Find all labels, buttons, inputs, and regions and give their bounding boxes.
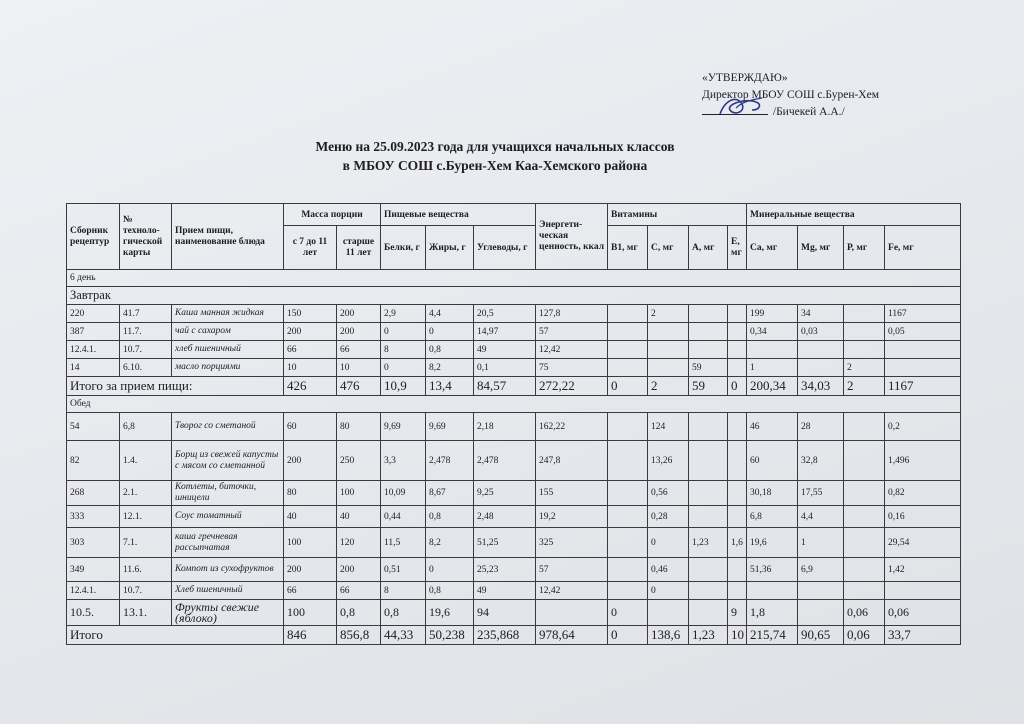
fruit-cell: 13.1. [120, 600, 172, 626]
header-a: А, мг [689, 226, 728, 270]
breakfast-cell [728, 323, 747, 341]
breakfast-cell: Каша манная жидкая [172, 305, 284, 323]
lunch-cell: 162,22 [536, 413, 608, 441]
lunch-cell: 0 [426, 558, 474, 582]
fruit-cell: 94 [474, 600, 536, 626]
breakfast-cell: 6.10. [120, 359, 172, 377]
lunch-rows [67, 413, 961, 600]
lunch-cell: 40 [337, 506, 381, 528]
breakfast-cell [689, 323, 728, 341]
lunch-cell [844, 506, 885, 528]
breakfast-cell [608, 359, 648, 377]
lunch-cell: 1 [798, 528, 844, 558]
breakfast-cell: 12.4.1. [67, 341, 120, 359]
header-c: С, мг [648, 226, 689, 270]
lunch-cell [844, 558, 885, 582]
lunch-cell: 6,9 [798, 558, 844, 582]
breakfast-cell: чай с сахаром [172, 323, 284, 341]
lunch-cell [728, 441, 747, 481]
breakfast-total-value: 0 [728, 377, 747, 396]
lunch-total-label: Итого [67, 626, 284, 645]
lunch-label: Обед [67, 396, 961, 413]
lunch-cell: 0,46 [648, 558, 689, 582]
breakfast-cell: 10 [284, 359, 337, 377]
table-row [67, 506, 961, 528]
lunch-cell: 25,23 [474, 558, 536, 582]
lunch-cell: 66 [337, 582, 381, 600]
lunch-cell: 7.1. [120, 528, 172, 558]
breakfast-cell: 34 [798, 305, 844, 323]
breakfast-cell: 150 [284, 305, 337, 323]
lunch-cell [728, 413, 747, 441]
lunch-cell: 54 [67, 413, 120, 441]
table-row [67, 341, 961, 359]
breakfast-cell: 57 [536, 323, 608, 341]
lunch-cell [844, 582, 885, 600]
breakfast-cell: 2 [648, 305, 689, 323]
approval-signature-line [702, 104, 845, 121]
lunch-total-value: 0,06 [844, 626, 885, 645]
lunch-cell: 2.1. [120, 481, 172, 506]
breakfast-cell [648, 359, 689, 377]
breakfast-total-value: 59 [689, 377, 728, 396]
lunch-cell [608, 528, 648, 558]
fruit-cell: 100 [284, 600, 337, 626]
breakfast-cell [728, 359, 747, 377]
lunch-cell: 2,48 [474, 506, 536, 528]
lunch-cell [689, 506, 728, 528]
lunch-cell [728, 481, 747, 506]
lunch-cell: 325 [536, 528, 608, 558]
lunch-cell: 6,8 [120, 413, 172, 441]
lunch-total-value: 0 [608, 626, 648, 645]
fruit-cell: 1,8 [747, 600, 798, 626]
header-fat: Жиры, г [426, 226, 474, 270]
lunch-cell: 51,36 [747, 558, 798, 582]
lunch-cell: 0,51 [381, 558, 426, 582]
lunch-cell: каша гречневая рассыпчатая [172, 528, 284, 558]
header-row-1 [67, 204, 961, 226]
lunch-cell [689, 413, 728, 441]
table-row [67, 359, 961, 377]
fruit-cell [536, 600, 608, 626]
breakfast-cell: 11.7. [120, 323, 172, 341]
fruit-cell: 19,6 [426, 600, 474, 626]
breakfast-cell: 0 [381, 323, 426, 341]
approval-name: /Бичекей А.А./ [772, 106, 845, 118]
table-row [67, 582, 961, 600]
lunch-cell [728, 582, 747, 600]
lunch-cell [608, 481, 648, 506]
breakfast-total-value: 272,22 [536, 377, 608, 396]
lunch-cell: 12.1. [120, 506, 172, 528]
header-mass: Масса порции [284, 204, 381, 226]
lunch-cell: Хлеб пшеничный [172, 582, 284, 600]
lunch-total-value: 33,7 [885, 626, 961, 645]
fruit-cell [689, 600, 728, 626]
breakfast-total-value: 13,4 [426, 377, 474, 396]
lunch-cell [689, 481, 728, 506]
lunch-cell: 0,82 [885, 481, 961, 506]
lunch-cell [844, 441, 885, 481]
lunch-cell [885, 582, 961, 600]
lunch-cell: 0 [648, 582, 689, 600]
header-carbs: Углеводы, г [474, 226, 536, 270]
lunch-cell: 247,8 [536, 441, 608, 481]
breakfast-section-row [67, 287, 961, 305]
lunch-cell: Борщ из свежей капусты с мясом со сметанной [172, 441, 284, 481]
breakfast-cell: 0,05 [885, 323, 961, 341]
breakfast-cell: 1167 [885, 305, 961, 323]
breakfast-total-value: 2 [648, 377, 689, 396]
breakfast-cell: 66 [284, 341, 337, 359]
breakfast-cell [728, 305, 747, 323]
lunch-cell [689, 582, 728, 600]
lunch-cell: 30,18 [747, 481, 798, 506]
lunch-total-value: 846 [284, 626, 337, 645]
lunch-cell: 82 [67, 441, 120, 481]
lunch-cell: 12.4.1. [67, 582, 120, 600]
fruit-cell: Фрукты свежие (яблоко) [172, 600, 284, 626]
lunch-cell: 6,8 [747, 506, 798, 528]
lunch-cell: 3,3 [381, 441, 426, 481]
lunch-cell: 1,496 [885, 441, 961, 481]
approval-position: Директор МБОУ СОШ с.Бурен-Хем [702, 89, 879, 101]
breakfast-total-value: 0 [608, 377, 648, 396]
table-row [67, 441, 961, 481]
approval-block [702, 70, 879, 121]
table-row [67, 305, 961, 323]
breakfast-cell [844, 341, 885, 359]
breakfast-cell: 0 [381, 359, 426, 377]
fruit-cell [798, 600, 844, 626]
breakfast-cell: масло порциями [172, 359, 284, 377]
lunch-cell: 0 [648, 528, 689, 558]
lunch-cell: 49 [474, 582, 536, 600]
lunch-cell: 9,69 [426, 413, 474, 441]
breakfast-cell: 0 [426, 323, 474, 341]
lunch-cell: 11.6. [120, 558, 172, 582]
lunch-cell: 0,8 [426, 506, 474, 528]
breakfast-cell [689, 341, 728, 359]
header-p: Р, мг [844, 226, 885, 270]
header-fe: Fe, мг [885, 226, 961, 270]
lunch-cell: 60 [284, 413, 337, 441]
fruit-row [67, 600, 961, 626]
breakfast-cell [747, 341, 798, 359]
breakfast-cell: 127,8 [536, 305, 608, 323]
breakfast-cell: 2 [844, 359, 885, 377]
lunch-total-value: 10 [728, 626, 747, 645]
lunch-cell: 200 [284, 558, 337, 582]
lunch-cell: 8,2 [426, 528, 474, 558]
breakfast-cell: 200 [337, 305, 381, 323]
lunch-cell: 11,5 [381, 528, 426, 558]
lunch-cell [608, 582, 648, 600]
lunch-cell: 0,28 [648, 506, 689, 528]
fruit-cell: 0 [608, 600, 648, 626]
lunch-total-value: 90,65 [798, 626, 844, 645]
lunch-total-value: 215,74 [747, 626, 798, 645]
breakfast-total-value: 34,03 [798, 377, 844, 396]
breakfast-cell: 14 [67, 359, 120, 377]
breakfast-cell: 387 [67, 323, 120, 341]
breakfast-cell: 66 [337, 341, 381, 359]
header-techcard: № техноло-гической карты [120, 204, 172, 270]
lunch-cell [728, 506, 747, 528]
lunch-cell: Соус томатный [172, 506, 284, 528]
breakfast-cell: 220 [67, 305, 120, 323]
header-minerals: Минеральные вещества [747, 204, 961, 226]
lunch-cell: 0,56 [648, 481, 689, 506]
breakfast-total-value: 10,9 [381, 377, 426, 396]
breakfast-cell [648, 323, 689, 341]
header-b1: B1, мг [608, 226, 648, 270]
breakfast-cell: 10 [337, 359, 381, 377]
lunch-cell [844, 528, 885, 558]
lunch-cell: 1,6 [728, 528, 747, 558]
lunch-cell: 2,18 [474, 413, 536, 441]
lunch-section-row [67, 396, 961, 413]
lunch-cell: 0,2 [885, 413, 961, 441]
lunch-total-value: 44,33 [381, 626, 426, 645]
lunch-cell: 57 [536, 558, 608, 582]
menu-table [66, 203, 961, 645]
breakfast-cell [728, 341, 747, 359]
breakfast-cell [689, 305, 728, 323]
lunch-cell: 10.7. [120, 582, 172, 600]
lunch-cell [608, 413, 648, 441]
lunch-cell: Компот из сухофруктов [172, 558, 284, 582]
fruit-cell: 0,06 [885, 600, 961, 626]
header-mass-7-11: с 7 до 11 лет [284, 226, 337, 270]
breakfast-cell: 200 [284, 323, 337, 341]
breakfast-cell: хлеб пшеничный [172, 341, 284, 359]
lunch-cell: 200 [284, 441, 337, 481]
lunch-cell: 8 [381, 582, 426, 600]
day-label: 6 день [67, 270, 961, 287]
signature-icon [716, 94, 766, 120]
breakfast-total-value: 84,57 [474, 377, 536, 396]
header-meal: Прием пищи, наименование блюда [172, 204, 284, 270]
breakfast-cell: 8,2 [426, 359, 474, 377]
breakfast-cell: 49 [474, 341, 536, 359]
lunch-cell: 155 [536, 481, 608, 506]
lunch-cell: 2,478 [474, 441, 536, 481]
lunch-cell: 29,54 [885, 528, 961, 558]
lunch-cell [608, 506, 648, 528]
lunch-total-row [67, 626, 961, 645]
breakfast-cell: 8 [381, 341, 426, 359]
lunch-cell: 40 [284, 506, 337, 528]
lunch-cell: 9,69 [381, 413, 426, 441]
lunch-cell: 10,09 [381, 481, 426, 506]
fruit-cell [648, 600, 689, 626]
breakfast-cell [798, 341, 844, 359]
breakfast-cell [844, 323, 885, 341]
lunch-cell: 66 [284, 582, 337, 600]
lunch-cell: 1.4. [120, 441, 172, 481]
lunch-cell: 0,44 [381, 506, 426, 528]
lunch-cell [798, 582, 844, 600]
lunch-cell: 100 [284, 528, 337, 558]
fruit-cell: 0,8 [337, 600, 381, 626]
breakfast-total-value: 2 [844, 377, 885, 396]
breakfast-rows [67, 305, 961, 377]
lunch-cell [608, 558, 648, 582]
lunch-cell: 303 [67, 528, 120, 558]
lunch-cell: 9,25 [474, 481, 536, 506]
breakfast-total-value: 426 [284, 377, 337, 396]
breakfast-cell: 4,4 [426, 305, 474, 323]
lunch-cell [844, 413, 885, 441]
header-vitamins: Витамины [608, 204, 747, 226]
lunch-cell: 80 [284, 481, 337, 506]
header-ca: Са, мг [747, 226, 798, 270]
lunch-cell: 200 [337, 558, 381, 582]
lunch-total-value: 235,868 [474, 626, 536, 645]
lunch-cell: 28 [798, 413, 844, 441]
breakfast-cell [885, 341, 961, 359]
lunch-cell: 46 [747, 413, 798, 441]
fruit-cell: 9 [728, 600, 747, 626]
breakfast-cell: 0,34 [747, 323, 798, 341]
header-book: Сборник рецептур [67, 204, 120, 270]
lunch-cell: 333 [67, 506, 120, 528]
breakfast-total-value: 1167 [885, 377, 961, 396]
lunch-total-value: 50,238 [426, 626, 474, 645]
breakfast-cell: 10.7. [120, 341, 172, 359]
lunch-total-value: 978,64 [536, 626, 608, 645]
day-row [67, 270, 961, 287]
menu-title [260, 137, 730, 175]
lunch-cell: Котлеты, биточки, шницели [172, 481, 284, 506]
header-e: Е, мг [728, 226, 747, 270]
lunch-cell: 12,42 [536, 582, 608, 600]
lunch-cell: 4,4 [798, 506, 844, 528]
lunch-cell: 8,67 [426, 481, 474, 506]
header-protein: Белки, г [381, 226, 426, 270]
lunch-cell: 349 [67, 558, 120, 582]
table-row [67, 413, 961, 441]
header-energy: Энергети-ческая ценность, ккал [536, 204, 608, 270]
fruit-cell: 10.5. [67, 600, 120, 626]
breakfast-cell: 75 [536, 359, 608, 377]
title-line-1: Меню на 25.09.2023 года для учащихся начальных классов [315, 139, 675, 154]
lunch-cell: Творог со сметаной [172, 413, 284, 441]
lunch-cell: 100 [337, 481, 381, 506]
lunch-cell: 17,55 [798, 481, 844, 506]
breakfast-cell: 1 [747, 359, 798, 377]
lunch-cell [747, 582, 798, 600]
breakfast-cell: 0,8 [426, 341, 474, 359]
breakfast-total-row [67, 377, 961, 396]
breakfast-cell: 0,1 [474, 359, 536, 377]
breakfast-cell [608, 305, 648, 323]
lunch-cell: 80 [337, 413, 381, 441]
breakfast-cell: 199 [747, 305, 798, 323]
breakfast-total-label: Итого за прием пищи: [67, 377, 284, 396]
breakfast-cell [608, 341, 648, 359]
breakfast-cell: 59 [689, 359, 728, 377]
lunch-cell [689, 441, 728, 481]
lunch-cell [728, 558, 747, 582]
breakfast-total-value: 476 [337, 377, 381, 396]
header-mass-11plus: старше 11 лет [337, 226, 381, 270]
lunch-cell: 268 [67, 481, 120, 506]
title-line-2: в МБОУ СОШ с.Бурен-Хем Каа-Хемского района [342, 158, 648, 173]
breakfast-total-value: 200,34 [747, 377, 798, 396]
header-mg: Mg, мг [798, 226, 844, 270]
lunch-cell: 0,8 [426, 582, 474, 600]
lunch-cell: 0,16 [885, 506, 961, 528]
breakfast-label: Завтрак [67, 287, 961, 305]
lunch-cell: 51,25 [474, 528, 536, 558]
breakfast-cell [608, 323, 648, 341]
lunch-total-value: 1,23 [689, 626, 728, 645]
breakfast-cell [885, 359, 961, 377]
lunch-cell: 250 [337, 441, 381, 481]
lunch-cell: 13,26 [648, 441, 689, 481]
lunch-cell: 19,6 [747, 528, 798, 558]
fruit-cell: 0,8 [381, 600, 426, 626]
lunch-cell: 1,23 [689, 528, 728, 558]
lunch-cell: 120 [337, 528, 381, 558]
lunch-cell: 19,2 [536, 506, 608, 528]
breakfast-cell [844, 305, 885, 323]
lunch-total-value: 138,6 [648, 626, 689, 645]
lunch-cell: 1,42 [885, 558, 961, 582]
table-row [67, 528, 961, 558]
fruit-cell: 0,06 [844, 600, 885, 626]
breakfast-cell: 14,97 [474, 323, 536, 341]
header-nutrients: Пищевые вещества [381, 204, 536, 226]
lunch-cell: 2,478 [426, 441, 474, 481]
breakfast-cell: 12,42 [536, 341, 608, 359]
breakfast-cell: 20,5 [474, 305, 536, 323]
lunch-cell: 124 [648, 413, 689, 441]
lunch-cell: 32,8 [798, 441, 844, 481]
lunch-total-value: 856,8 [337, 626, 381, 645]
breakfast-cell: 2,9 [381, 305, 426, 323]
breakfast-cell [798, 359, 844, 377]
lunch-cell [844, 481, 885, 506]
lunch-cell: 60 [747, 441, 798, 481]
breakfast-cell: 0,03 [798, 323, 844, 341]
lunch-cell [689, 558, 728, 582]
breakfast-cell: 41.7 [120, 305, 172, 323]
table-row [67, 481, 961, 506]
table-row [67, 323, 961, 341]
table-row [67, 558, 961, 582]
breakfast-cell [648, 341, 689, 359]
lunch-cell [608, 441, 648, 481]
approval-heading: «УТВЕРЖДАЮ» [702, 72, 788, 84]
breakfast-cell: 200 [337, 323, 381, 341]
